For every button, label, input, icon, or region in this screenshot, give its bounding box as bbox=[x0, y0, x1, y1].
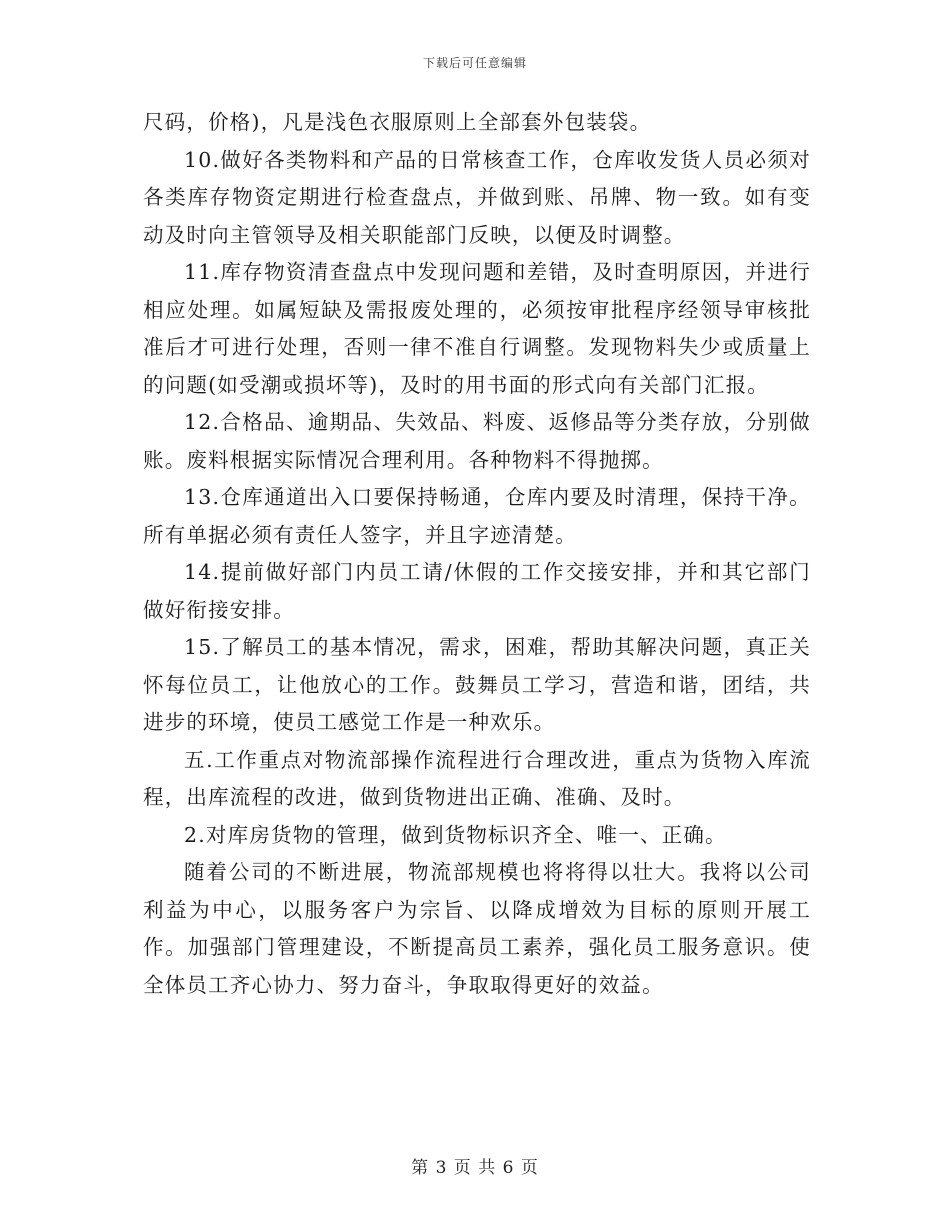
paragraph-item-15: 15.了解员工的基本情况，需求，困难，帮助其解决问题，真正关怀每位员工，让他放心的工作。鼓舞员工学习，营造和谐，团结，共进步的环境，使员工感觉工作是一种欢乐。 bbox=[143, 635, 811, 734]
page-footer: 第 3 页 共 6 页 bbox=[411, 1158, 539, 1178]
document-body bbox=[143, 104, 811, 1004]
paragraph-section-five: 五.工作重点对物流部操作流程进行合理改进，重点为货物入库流程，出库流程的改进，做到货物进出正确、准确、及时。 bbox=[143, 747, 811, 809]
paragraph-item-2: 2.对库房货物的管理，做到货物标识齐全、唯一、正确。 bbox=[184, 822, 727, 847]
paragraph-item-10: 10.做好各类物料和产品的日常核查工作，仓库收发货人员必须对各类库存物资定期进行检查盘点，并做到账、吊牌、物一致。如有变动及时向主管领导及相关职能部门反映，以便及时调整。 bbox=[143, 147, 811, 247]
paragraph-item-11: 11.库存物资清查盘点中发现问题和差错，及时查明原因，并进行相应处理。如属短缺及需报废处理的，必须按审批程序经领导审核批准后才可进行处理，否则一律不准自行调整。发现物料失少或质量上的问题(如受潮或损坏等)，及时的用书面的形式向有关部门汇报。 bbox=[143, 260, 811, 397]
paragraph-item-14: 14.提前做好部门内员工请/休假的工作交接安排，并和其它部门做好衔接安排。 bbox=[143, 560, 811, 622]
paragraph-conclusion: 随着公司的不断进展，物流部规模也将将得以壮大。我将以公司利益为中心，以服务客户为宗旨、以降成增效为目标的原则开展工作。加强部门管理建设，不断提高员工素养，强化员工服务意识。使全体员工齐心协力、努力奋斗，争取取得更好的效益。 bbox=[143, 860, 811, 997]
paragraph-item-12: 12.合格品、逾期品、失效品、料废、返修品等分类存放，分别做账。废料根据实际情况合理利用。各种物料不得抛掷。 bbox=[143, 410, 811, 472]
page-header: 下载后可任意编辑 bbox=[422, 56, 527, 70]
paragraph-item-13: 13.仓库通道出入口要保持畅通，仓库内要及时清理，保持干净。所有单据必须有责任人签字，并且字迹清楚。 bbox=[143, 485, 811, 547]
paragraph-continuation: 尺码，价格)，凡是浅色衣服原则上全部套外包装袋。 bbox=[143, 110, 652, 134]
